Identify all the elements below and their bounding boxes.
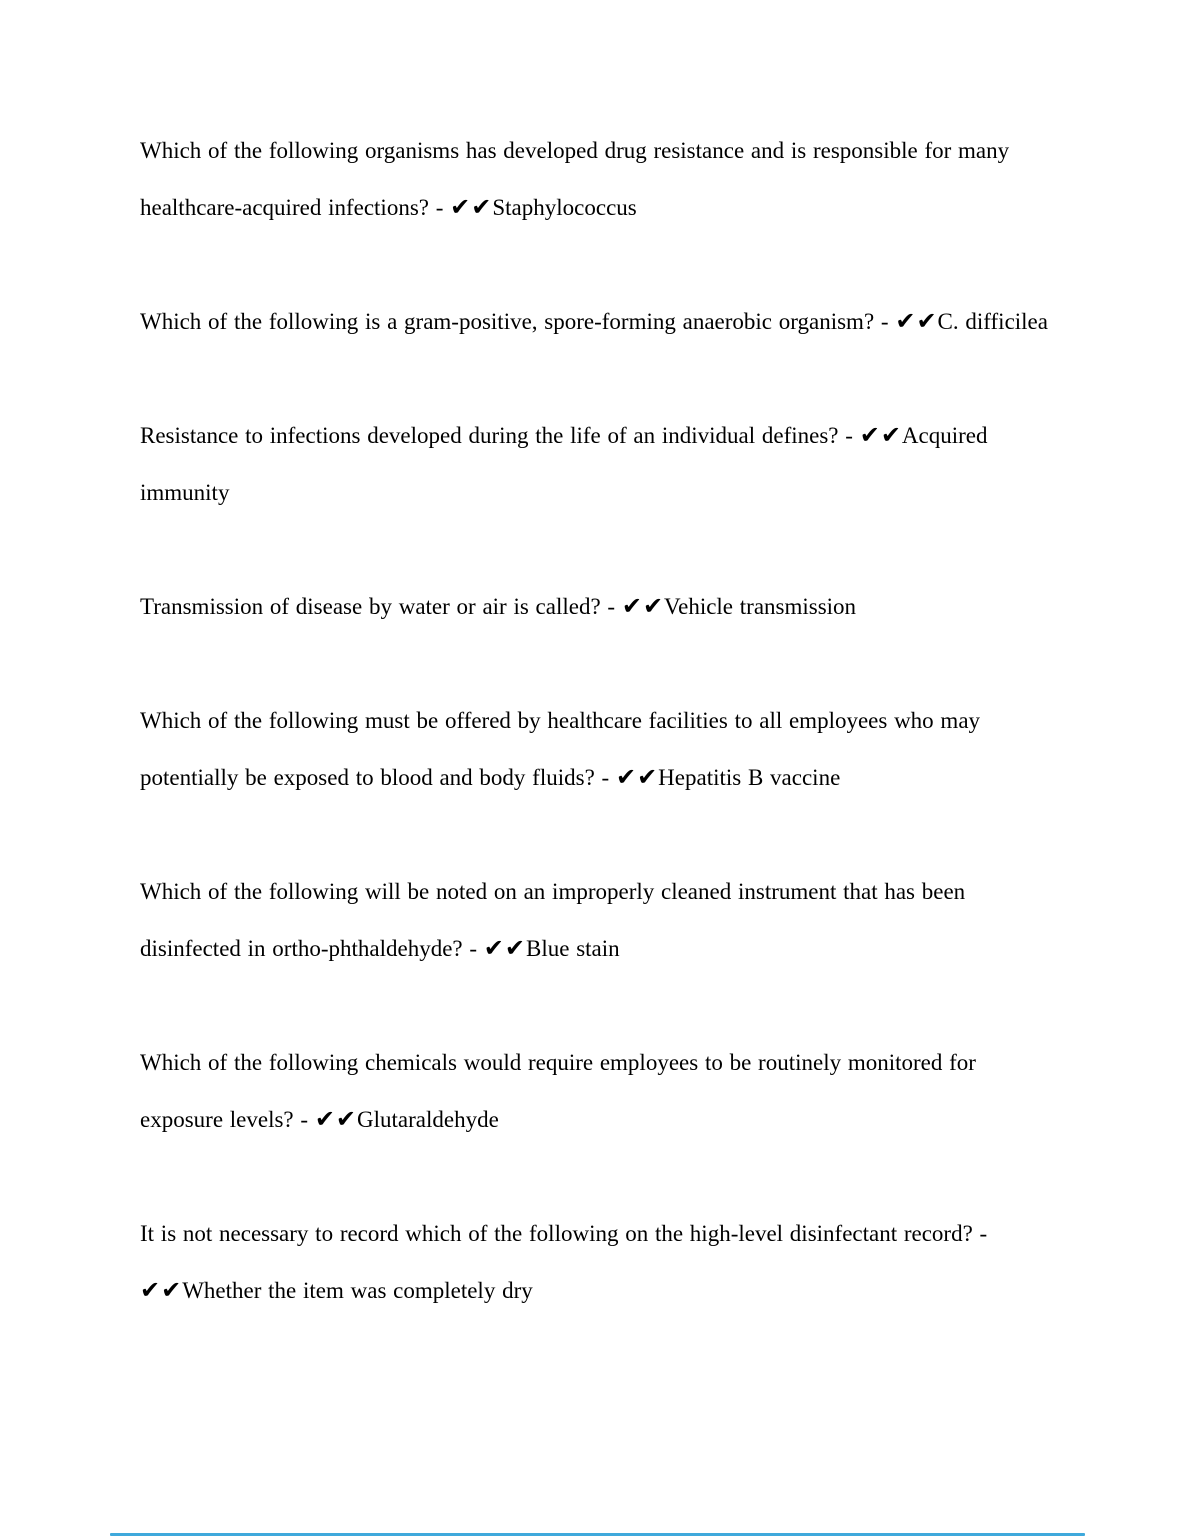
qa-list <box>140 122 1050 1376</box>
qa-item <box>140 692 1050 806</box>
question-answer-separator: - <box>293 1107 315 1132</box>
answer-text: Hepatitis B vaccine <box>658 765 841 790</box>
correct-answer-checkmarks-icon: ✔✔ <box>621 592 665 620</box>
answer-text: Vehicle transmission <box>664 594 857 619</box>
correct-answer-checkmarks-icon: ✔✔ <box>140 1276 183 1304</box>
qa-item <box>140 1205 1050 1319</box>
correct-answer-checkmarks-icon: ✔✔ <box>314 1105 358 1133</box>
question-text: Which of the following chemicals would require employees to be routinely monitored for exposure levels? <box>140 1050 976 1132</box>
answer-text: Blue stain <box>526 936 620 961</box>
qa-item <box>140 293 1050 350</box>
question-answer-separator: - <box>838 423 860 448</box>
answer-text: C. difficilea <box>937 309 1048 334</box>
question-answer-separator: - <box>428 195 451 220</box>
question-text: Which of the following must be offered by healthcare facilities to all employees who may potentially be exposed to blood and body fluids? <box>140 708 981 790</box>
question-text: Which of the following organisms has developed drug resistance and is responsible for many healthcare-acquired infections? <box>140 138 1010 220</box>
correct-answer-checkmarks-icon: ✔✔ <box>859 421 902 449</box>
question-text: Which of the following will be noted on an improperly cleaned instrument that has been disinfected in ortho-phthaldehyde? <box>140 879 966 961</box>
qa-item <box>140 122 1050 236</box>
question-text: It is not necessary to record which of the following on the high-level disinfectant record? <box>140 1221 973 1246</box>
qa-item <box>140 407 1050 521</box>
question-answer-separator: - <box>874 309 896 334</box>
answer-text: Staphylococcus <box>492 195 637 220</box>
question-text: Which of the following is a gram-positive, spore-forming anaerobic organism? <box>140 309 875 334</box>
answer-text: Whether the item was completely dry <box>182 1278 533 1303</box>
question-answer-separator: - <box>462 936 484 961</box>
qa-item <box>140 863 1050 977</box>
page-bottom-divider <box>110 1533 1085 1536</box>
answer-text: Acquired immunity <box>140 423 988 505</box>
qa-item <box>140 1034 1050 1148</box>
question-text: Resistance to infections developed during the life of an individual defines? <box>140 423 839 448</box>
correct-answer-checkmarks-icon: ✔✔ <box>450 193 493 221</box>
question-text: Transmission of disease by water or air is called? <box>140 594 601 619</box>
qa-item <box>140 578 1050 635</box>
correct-answer-checkmarks-icon: ✔✔ <box>895 307 938 335</box>
correct-answer-checkmarks-icon: ✔✔ <box>483 934 527 962</box>
question-answer-separator: - <box>594 765 616 790</box>
correct-answer-checkmarks-icon: ✔✔ <box>615 763 659 791</box>
answer-text: Glutaraldehyde <box>357 1107 499 1132</box>
question-answer-separator: - <box>972 1221 988 1246</box>
question-answer-separator: - <box>600 594 622 619</box>
